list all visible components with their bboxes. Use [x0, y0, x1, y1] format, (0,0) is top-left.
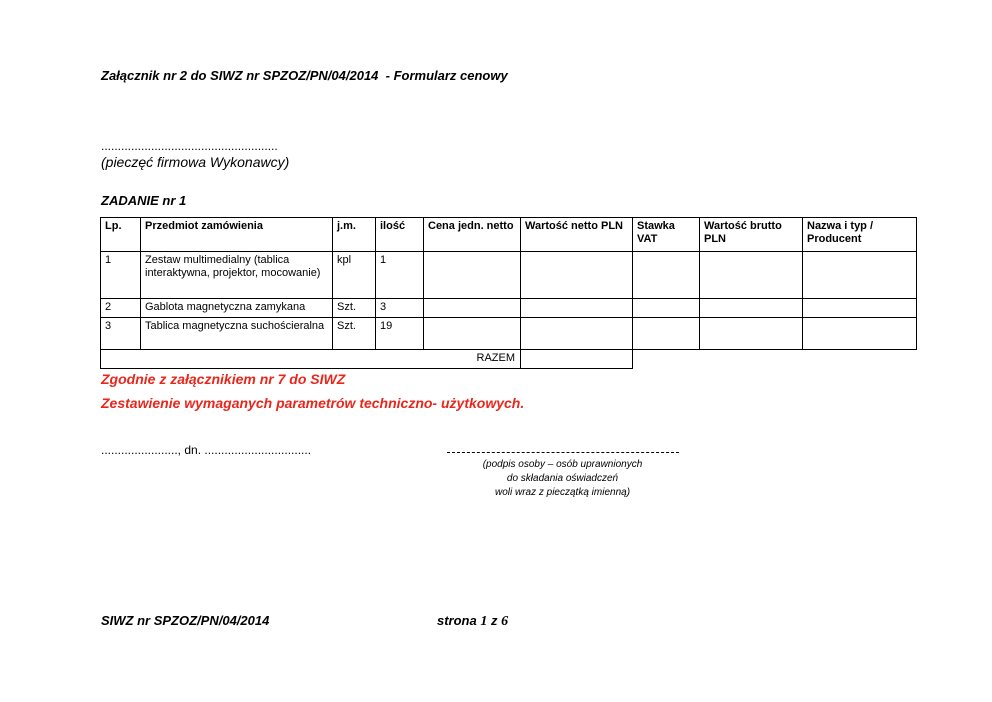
cell-unit-price[interactable]: [424, 252, 521, 299]
cell-unit: kpl: [333, 252, 376, 299]
total-label: RAZEM: [101, 350, 521, 369]
cell-vat[interactable]: [633, 299, 700, 318]
cell-unit: Szt.: [333, 299, 376, 318]
cell-vat[interactable]: [633, 252, 700, 299]
cell-producer[interactable]: [803, 318, 917, 350]
total-spacer: [803, 350, 917, 369]
footer-reference: SIWZ nr SPZOZ/PN/04/2014: [101, 613, 270, 628]
col-header-unit: j.m.: [333, 218, 376, 252]
cell-lp: 2: [101, 299, 141, 318]
signature-caption: [440, 458, 685, 500]
col-header-producer: Nazwa i typ / Producent: [803, 218, 917, 252]
col-header-unit-price: Cena jedn. netto: [424, 218, 521, 252]
col-header-qty: ilość: [376, 218, 424, 252]
cell-lp: 3: [101, 318, 141, 350]
cell-unit-price[interactable]: [424, 318, 521, 350]
annex-note: Zgodnie z załącznikiem nr 7 do SIWZ: [101, 371, 346, 387]
cell-gross-value[interactable]: [700, 252, 803, 299]
page-separator: z: [490, 613, 498, 628]
signature-caption-line1: (podpis osoby – osób uprawnionych: [482, 459, 643, 470]
parameters-note: Zestawienie wymaganych parametrów techniczno- użytkowych.: [101, 395, 525, 411]
cell-qty: 3: [376, 299, 424, 318]
total-spacer: [700, 350, 803, 369]
total-net-value[interactable]: [521, 350, 633, 369]
col-header-lp: Lp.: [101, 218, 141, 252]
stamp-label: (pieczęć firmowa Wykonawcy): [101, 154, 290, 170]
table-row: [101, 252, 917, 299]
table-row: [101, 299, 917, 318]
cell-gross-value[interactable]: [700, 318, 803, 350]
cell-vat[interactable]: [633, 318, 700, 350]
cell-net-value[interactable]: [521, 299, 633, 318]
signature-caption-line2: do składania oświadczeń: [506, 473, 619, 484]
col-header-vat: Stawka VAT: [633, 218, 700, 252]
cell-producer[interactable]: [803, 252, 917, 299]
cell-lp: 1: [101, 252, 141, 299]
table-total-row: [101, 350, 917, 369]
total-spacer: [633, 350, 700, 369]
cell-unit: Szt.: [333, 318, 376, 350]
cell-qty: 19: [376, 318, 424, 350]
cell-item: Gablota magnetyczna zamykana: [141, 299, 333, 318]
signature-line: [447, 452, 679, 453]
col-header-net-value: Wartość netto PLN: [521, 218, 633, 252]
cell-qty: 1: [376, 252, 424, 299]
footer-page-number: [437, 613, 508, 630]
task-title: ZADANIE nr 1: [101, 193, 187, 208]
page-total: 6: [501, 614, 509, 629]
col-header-item: Przedmiot zamówienia: [141, 218, 333, 252]
cell-gross-value[interactable]: [700, 299, 803, 318]
cell-net-value[interactable]: [521, 318, 633, 350]
cell-item: Zestaw multimedialny (tablica interaktywna, projektor, mocowanie): [141, 252, 333, 299]
document-title: Załącznik nr 2 do SIWZ nr SPZOZ/PN/04/2014 - Formularz cenowy: [101, 68, 508, 83]
cell-item: Tablica magnetyczna suchościeralna: [141, 318, 333, 350]
cell-producer[interactable]: [803, 299, 917, 318]
page-current: 1: [480, 614, 488, 629]
stamp-dots: .....................................................: [101, 139, 278, 153]
signature-caption-line3: woli wraz z pieczątką imienną): [494, 487, 631, 498]
table-row: [101, 318, 917, 350]
cell-net-value[interactable]: [521, 252, 633, 299]
col-header-gross-value: Wartość brutto PLN: [700, 218, 803, 252]
page-prefix: strona: [437, 613, 477, 628]
cell-unit-price[interactable]: [424, 299, 521, 318]
table-header-row: [101, 218, 917, 252]
price-table: [100, 217, 917, 369]
place-date-line: ......................., dn. ................................: [101, 443, 312, 457]
